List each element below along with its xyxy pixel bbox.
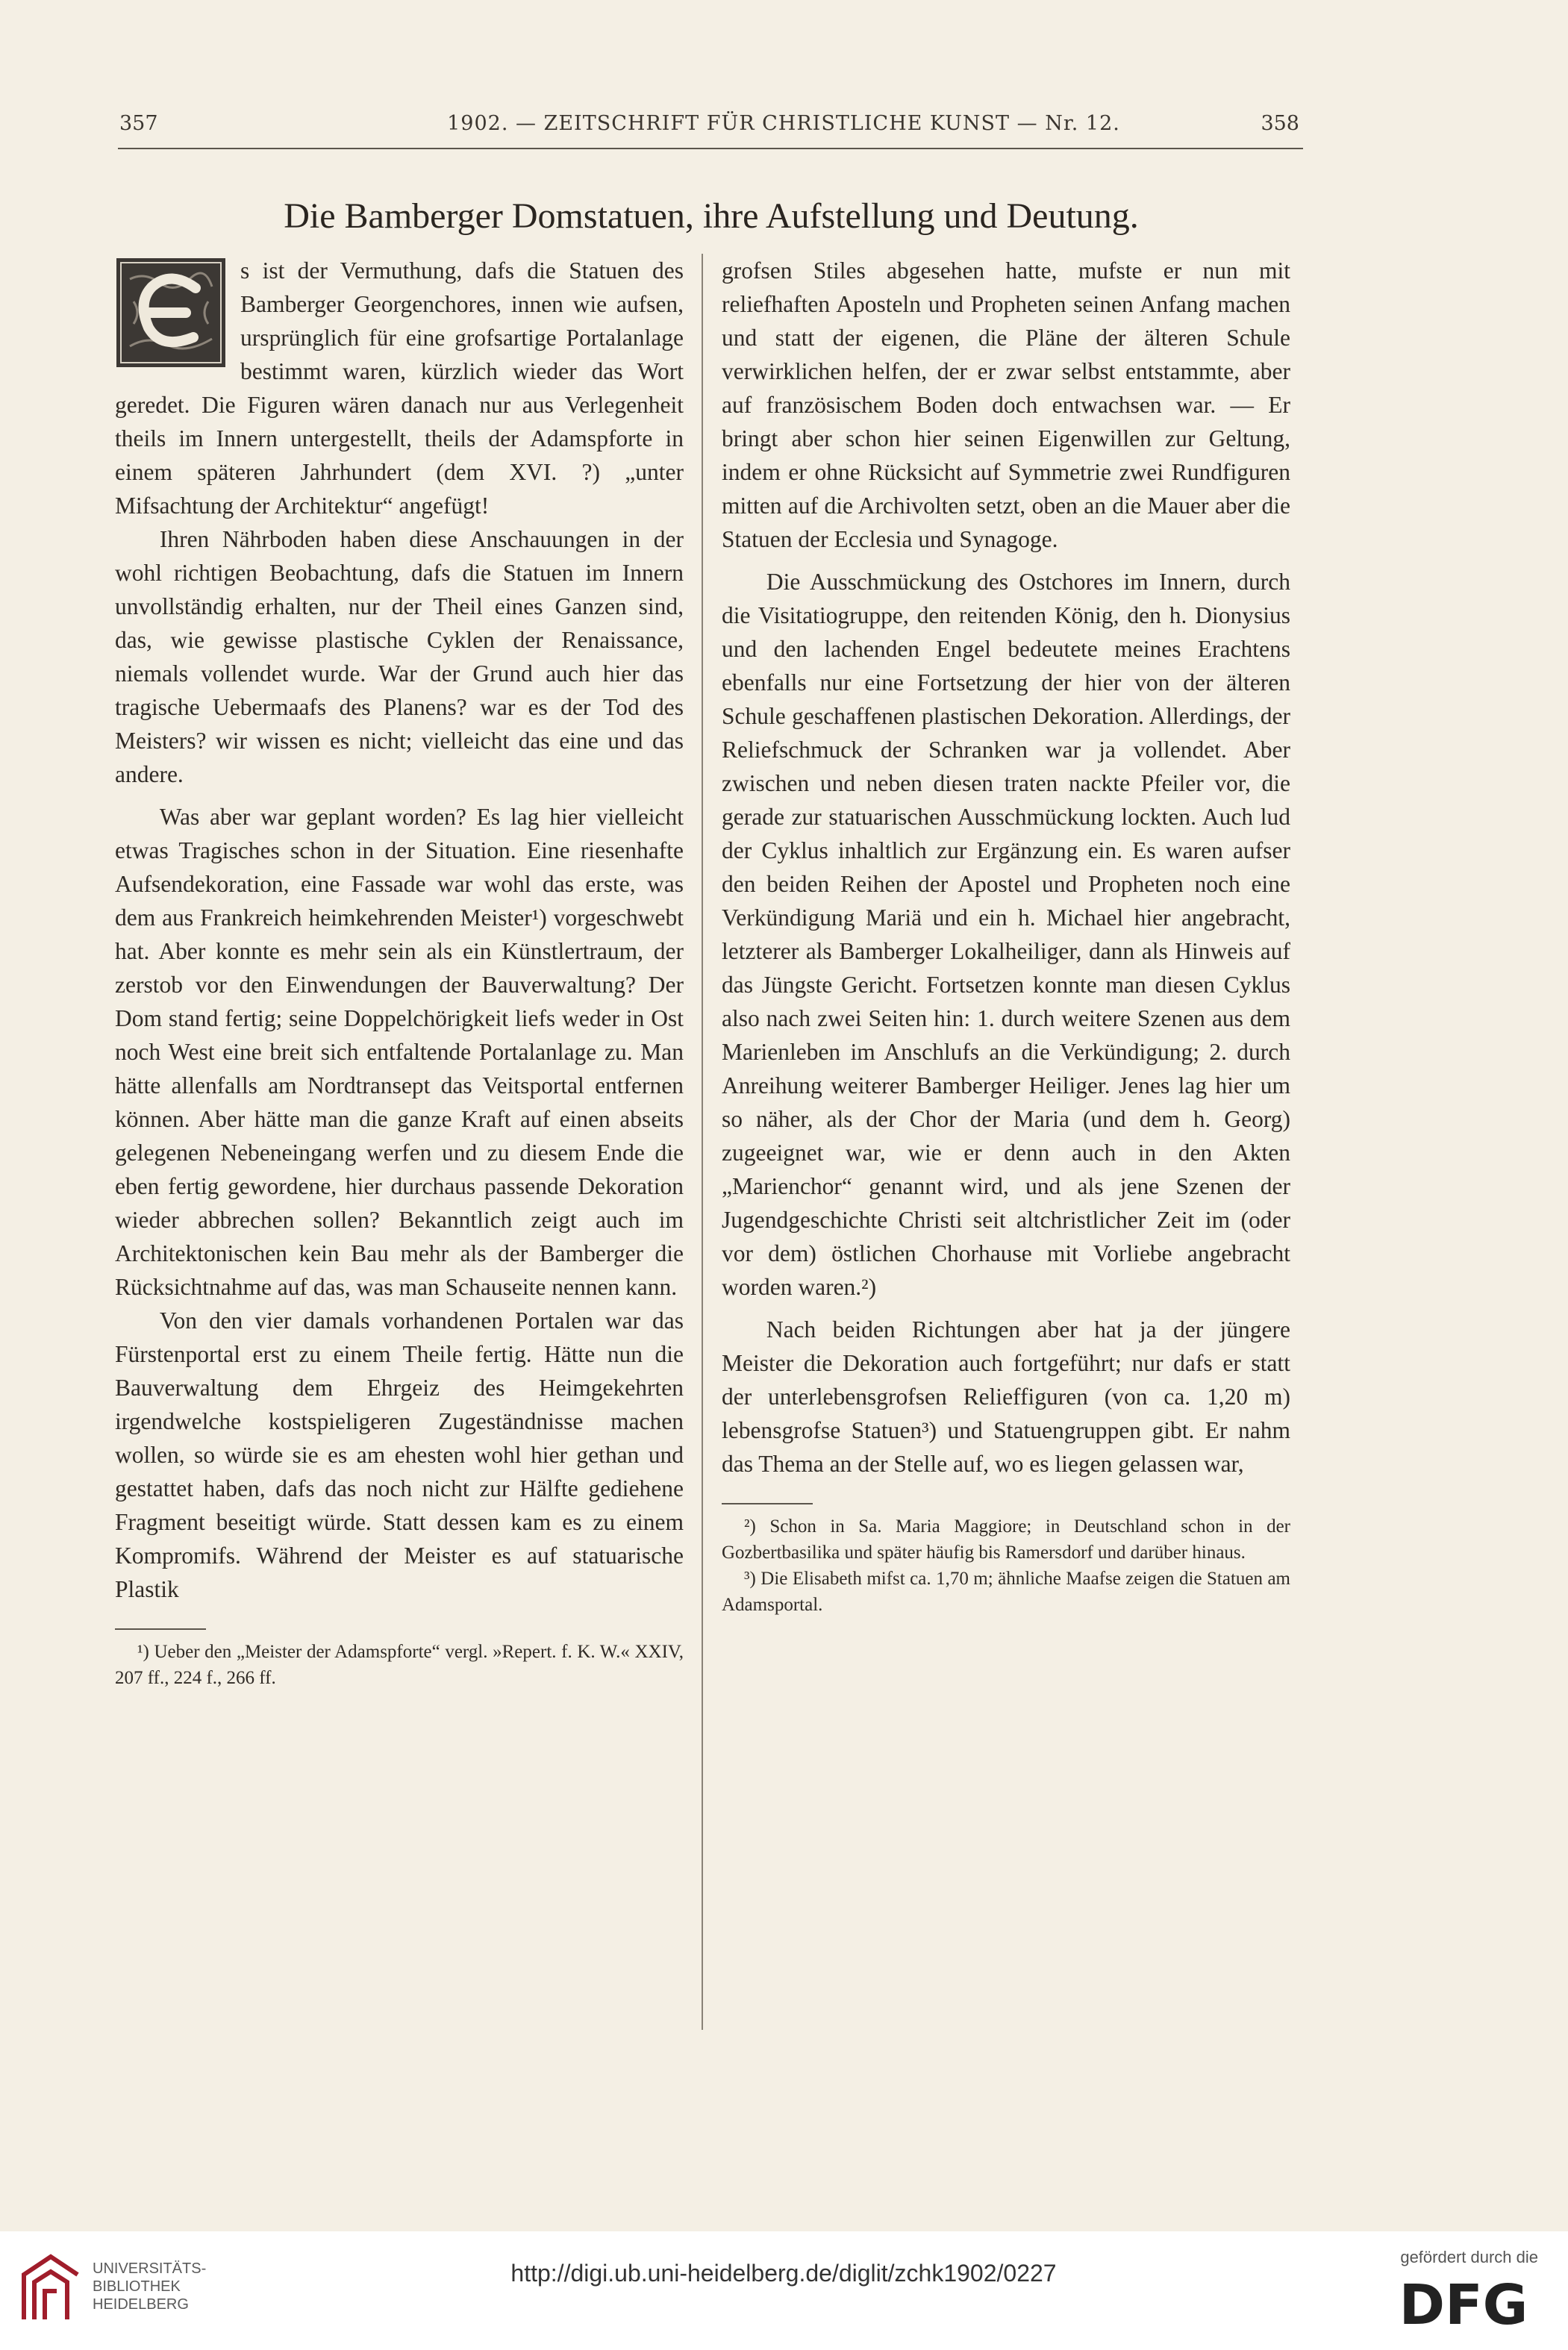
paragraph: Ihren Nährboden haben diese Anschauungen in der wohl richtigen Beobachtung, dafs die Statuen im Innern unvollständig erhalten, nur der Theil eines Ganzen sind, das, wie gewisse plastische Cyklen der Renaissance, niemals vollendet wurde. War der Grund auch hier das tragische Uebermaafs des Planens? war es der Tod des Meisters? wir wissen es nicht; vielleicht das eine und das andere. [115, 526, 684, 787]
paragraph: Nach beiden Richtungen aber hat ja der jüngere Meister die Dekoration auch fortgeführt; nur dafs er statt der unterlebensgrofsen Relieffiguren (von ca. 1,20 m) lebensgrofse Statuen³) und Statuengruppen gibt. Er nahm das Thema an der Stelle auf, wo es liegen gelassen war, [722, 1316, 1290, 1477]
page-number-right: 358 [1261, 112, 1299, 135]
right-column [722, 254, 1290, 1618]
paragraph: Die Ausschmückung des Ostchores im Innern, durch die Visitatiogruppe, den reitenden König, den h. Dionysius und den lachenden Engel bedeutete meines Erachtens ebenfalls nur eine Fortsetzung der hier von der älteren Schule geschaffenen plastischen Dekoration. Allerdings, der Reliefschmuck der Schranken war ja vollendet. Aber zwischen und neben diesen traten nackte Pfeiler vor, die gerade zur statuarischen Ausschmückung lockten. Auch lud der Cyklus inhaltlich zur Ergänzung ein. Es waren aufser den beiden Reihen der Apostel und Propheten noch eine Verkündigung Mariä und ein h. Michael hier angebracht, letzterer als Bamberger Lokalheiliger, dann als Hinweis auf das Jüngste Gericht. Fortsetzen konnte man diesen Cyklus also nach zwei Seiten hin: 1. durch weitere Szenen aus dem Marienleben im Anschlufs an die Verkündigung; 2. durch Anreihung weiterer Bamberger Heiliger. Jenes lag hier um so näher, als der Chor der Maria (und dem h. Georg) zugeeignet war, wie er denn auch in den Akten „Marienchor“ genannt wird, und als jene Szenen der Jugendgeschichte Christi seit altchristlicher Zeit im (oder vor dem) östlichen Chorhause mit Vorliebe angebracht worden waren.²) [722, 569, 1290, 1300]
library-logo-icon [16, 2252, 85, 2324]
column-divider [702, 254, 703, 2030]
paragraph: Von den vier damals vorhandenen Portalen war das Fürstenportal erst zu einem Theile fertig. Hätte nun die Bauverwaltung dem Ehrgeiz des Heimgekehrten irgendwelche kostspieligeren Zugeständnisse machen wollen, so würde sie es am ehesten wohl hier gethan und gestattet haben, dafs das noch nicht zur Hälfte gediehene Fragment beseitigt würde. Statt dessen kam es zu einem Kompromifs. Während der Meister es auf statuarische Plastik [115, 1307, 684, 1602]
decorated-initial-e-icon [115, 257, 227, 369]
source-url[interactable]: http://digi.ub.uni-heidelberg.de/diglit/zchk1902/0227 [510, 2260, 1057, 2287]
article-title: Die Bamberger Domstatuen, ihre Aufstellung und Deutung. [284, 196, 1139, 236]
footnote-rule [722, 1503, 813, 1504]
footnote: ¹) Ueber den „Meister der Adamspforte“ vergl. »Repert. f. K. W.« XXIV, 207 ff., 224 f., 266 ff. [115, 1642, 684, 1688]
library-name: UNIVERSITÄTS- BIBLIOTHEK HEIDELBERG [93, 2260, 207, 2313]
dfg-logo-icon [1389, 2275, 1538, 2331]
running-header: 1902. — ZEITSCHRIFT FÜR CHRISTLICHE KUNST — Nr. 12. [447, 112, 1120, 135]
page-number-left: 357 [119, 112, 158, 135]
header-rule [118, 148, 1303, 149]
footnote: ³) Die Elisabeth mifst ca. 1,70 m; ähnliche Maafse zeigen die Statuen am Adamsportal. [722, 1569, 1290, 1615]
funding-note: gefördert durch die [1400, 2248, 1538, 2266]
paragraph: grofsen Stiles abgesehen hatte, mufste er nun mit reliefhaften Aposteln und Propheten seinen Anfang machen und statt der eigenen, die Pläne der älteren Schule verwirklichen helfen, der er zwar selbst entstammte, aber auf französischem Boden doch entwachsen war. — Er bringt aber schon hier seinen Eigenwillen zur Geltung, indem er ohne Rücksicht auf Symmetrie zwei Rundfiguren mitten auf die Archivolten setzt, oben an die Mauer aber die Statuen der Ecclesia und Synagoge. [722, 257, 1290, 552]
paragraph: s ist der Vermuthung, dafs die Statuen des Bamberger Georgenchores, innen wie aufsen, ursprünglich für eine grofsartige Portalanlage bestimmt waren, kürzlich wieder das Wort geredet. Die Figuren wären danach nur aus Verlegenheit theils im Innern untergestellt, theils der Adamspforte in einem späteren Jahrhundert (dem XVI. ?) „unter Mifsachtung der Architektur“ angefügt! [115, 257, 684, 519]
footnote-rule [115, 1628, 206, 1630]
footnote: ²) Schon in Sa. Maria Maggiore; in Deutschland schon in der Gozbertbasilika und später häufig bis Ramersdorf und darüber hinaus. [722, 1516, 1290, 1563]
paragraph: Was aber war geplant worden? Es lag hier vielleicht etwas Tragisches schon in der Situation. Eine riesenhafte Aufsendekoration, eine Fassade war wohl das erste, was dem aus Frankreich heimkehrenden Meister¹) vorgeschwebt hat. Aber konnte es mehr sein als ein Künstlertraum, der zerstob vor den Einwendungen der Bauverwaltung? Der Dom stand fertig; seine Doppelchörigkeit liefs weder in Ost noch West eine breit sich entfaltende Portalanlage zu. Man hätte allenfalls am Nordtransept das Veitsportal entfernen können. Aber hätte man die ganze Kraft auf einen abseits gelegenen Nebeneingang werfen und zu diesem Ende die eben fertig gewordene, hier durchaus passende Dekoration wieder abbrechen sollen? Bekanntlich zeigt auch im Architektonischen kein Bau mehr als der Bamberger die Rücksichtnahme auf das, was man Schauseite nennen kann. [115, 804, 684, 1300]
dfg-logo-text: DFG [1399, 2275, 1528, 2331]
left-column [115, 254, 684, 1691]
